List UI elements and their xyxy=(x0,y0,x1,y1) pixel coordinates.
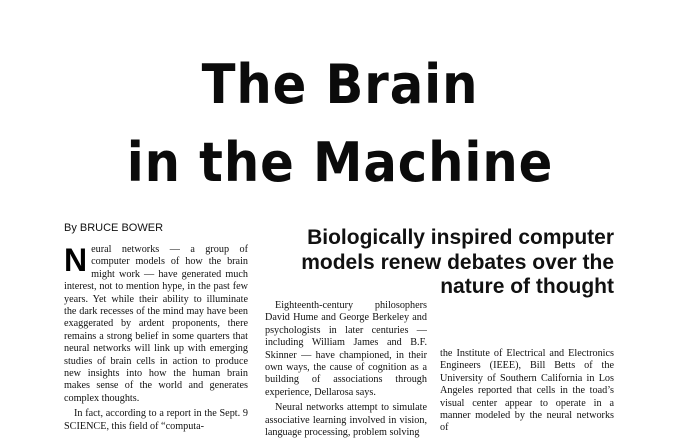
column-1-paragraph-1-text: eural networks — a group of computer models of how the brain might work — have generated much interest, not to mention hype, in the past few years. Yet while their ability to illuminate the dark recesses of the mind may have been exaggerated by ardent proponents, there remains a strong belief in some quarters that neural networks will link up with emerging studies of brain cells in action to produce new insights into how the human brain makes sense of the world and generates complex thoughts. xyxy=(64,244,248,404)
column-2-paragraph-2: Neural networks attempt to simulate associative learning involved in vision, language processing, problem solving xyxy=(265,402,427,439)
column-2-paragraph-1: Eighteenth-century philosophers David Hume and George Berkeley and psychologists in later centuries — including William James and B.F. Skinner — have championed, in their own ways, the cause of cognition as a building of associations through experience, Dellarosa says. xyxy=(265,300,427,398)
article-title-line-2: in the Machine xyxy=(126,131,554,194)
column-1 xyxy=(64,244,248,433)
article-title-line-1: The Brain xyxy=(201,53,479,116)
column-2 xyxy=(265,300,427,439)
drop-cap: N xyxy=(64,242,88,278)
byline: By BRUCE BOWER xyxy=(64,222,164,234)
column-3-paragraph-1: the Institute of Electrical and Electronics Engineers (IEEE), Bill Betts of the University of Southern California in Los Angeles reported that cells in the toad’s visual center appear to operate in a manner modeled by the neural networks of xyxy=(440,348,614,434)
article-deck: Biologically inspired computer models renew debates over the nature of thought xyxy=(301,226,614,298)
column-1-paragraph-2: In fact, according to a report in the Sept. 9 SCIENCE, this field of “computa- xyxy=(64,408,248,432)
column-1-paragraph-1 xyxy=(64,244,248,405)
column-3 xyxy=(440,348,614,435)
